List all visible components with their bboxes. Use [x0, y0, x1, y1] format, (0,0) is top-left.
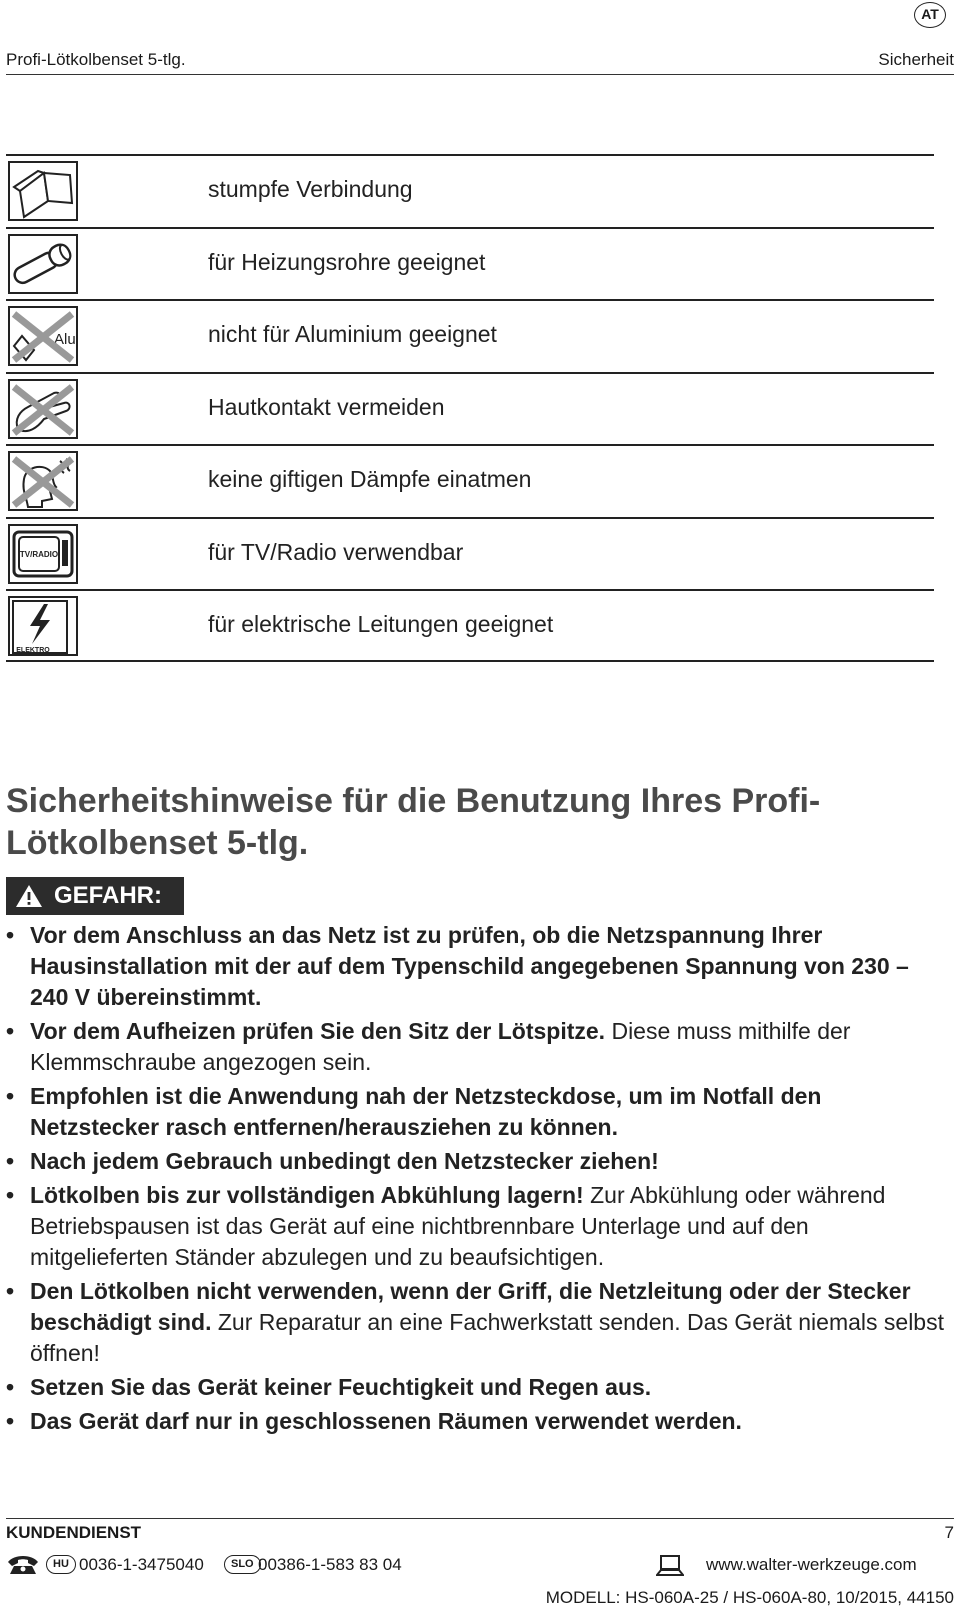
- safety-list: [6, 920, 946, 1440]
- symbol-row: [6, 154, 934, 227]
- list-item: • Setzen Sie das Gerät keiner Feuchtigkeit und Regen aus.: [6, 1374, 652, 1400]
- warning-triangle-icon: [14, 883, 44, 909]
- symbol-row: [6, 517, 934, 590]
- electro-icon: [8, 596, 78, 656]
- symbol-label: für elektrische Leitungen geeignet: [208, 611, 554, 637]
- website-link[interactable]: www.walter-werkzeuge.com: [706, 1555, 917, 1574]
- electro-text: ELEKTRO: [16, 647, 50, 654]
- list-item: • Empfohlen ist die Anwendung nah der Netzsteckdose, um im Notfall den Netzstecker rasch entfernen/herausziehen zu können.: [6, 1083, 822, 1140]
- document-title: Profi-Lötkolbenset 5-tlg.: [6, 50, 186, 69]
- symbol-label: für Heizungsrohre geeignet: [208, 248, 486, 275]
- symbol-row: [6, 227, 934, 300]
- country-badge: AT: [914, 2, 946, 28]
- svg-text:Alu: Alu: [54, 331, 76, 348]
- danger-banner: [6, 877, 184, 915]
- computer-icon: [656, 1555, 684, 1577]
- slo-phone: 00386-1-583 83 04: [258, 1555, 402, 1574]
- no-aluminium-icon: [8, 306, 78, 366]
- no-skin-contact-icon: [8, 379, 78, 439]
- tv-radio-text: TV/RADIO: [19, 549, 59, 559]
- tv-radio-icon: [8, 524, 78, 584]
- symbol-label: nicht für Aluminium geeignet: [208, 321, 497, 347]
- list-item: • Den Lötkolben nicht verwenden, wenn der Griff, die Netzleitung oder der Stecker beschädigt sind. Zur Reparatur an eine Fachwerkstatt senden. Das Gerät niemals selbst öffnen!: [6, 1278, 944, 1366]
- symbol-label: keine giftigen Dämpfe einatmen: [208, 466, 532, 492]
- symbol-label: stumpfe Verbindung: [208, 176, 413, 202]
- symbol-row: [6, 589, 934, 662]
- service-label: KUNDENDIENST: [6, 1523, 142, 1542]
- footer-divider: [6, 1518, 954, 1519]
- list-item: • Nach jedem Gebrauch unbedingt den Netzstecker ziehen!: [6, 1148, 659, 1174]
- phone-icon: [6, 1554, 40, 1576]
- footer-contact: [6, 1552, 954, 1582]
- symbol-row: [6, 372, 934, 445]
- list-item: • Das Gerät darf nur in geschlossenen Räumen verwendet werden.: [6, 1408, 742, 1434]
- symbol-row: [6, 299, 934, 372]
- butt-joint-icon: [8, 161, 78, 221]
- list-item: • Vor dem Aufheizen prüfen Sie den Sitz der Lötspitze. Diese muss mithilfe der Klemmschraube angezogen sein.: [6, 1018, 851, 1075]
- safety-section-title: Sicherheitshinweise für die Benutzung Ihres Profi-Lötkolbenset 5-tlg.: [6, 782, 821, 862]
- list-item: • Lötkolben bis zur vollständigen Abkühlung lagern! Zur Abkühlung oder während Betriebspausen ist das Gerät auf eine nichtbrennbare Unterlage und auf den mitgelieferten Ständer abzulegen und zu beaufsichtigen.: [6, 1182, 886, 1270]
- model-info: MODELL: HS-060A-25 / HS-060A-80, 10/2015, 44150: [545, 1588, 954, 1607]
- hu-phone: 0036-1-3475040: [79, 1555, 204, 1574]
- page-number: 7: [944, 1523, 954, 1542]
- danger-label: GEFAHR:: [54, 882, 162, 909]
- symbol-table: [6, 154, 934, 662]
- header-divider: [6, 74, 954, 75]
- symbol-label: Hautkontakt vermeiden: [208, 393, 445, 420]
- pipe-icon: [8, 234, 78, 294]
- symbol-label: für TV/Radio verwendbar: [208, 538, 464, 565]
- symbol-row: [6, 444, 934, 517]
- slo-country-code: SLO: [224, 1555, 261, 1574]
- section-name: Sicherheit: [878, 50, 954, 69]
- hu-country-code: HU: [46, 1555, 76, 1574]
- list-item: • Vor dem Anschluss an das Netz ist zu prüfen, ob die Netzspannung Ihrer Hausinstallation mit der auf dem Typenschild angegebenen Spannung von 230 – 240 V übereinstimmt.: [6, 922, 909, 1010]
- no-toxic-fumes-icon: [8, 451, 78, 511]
